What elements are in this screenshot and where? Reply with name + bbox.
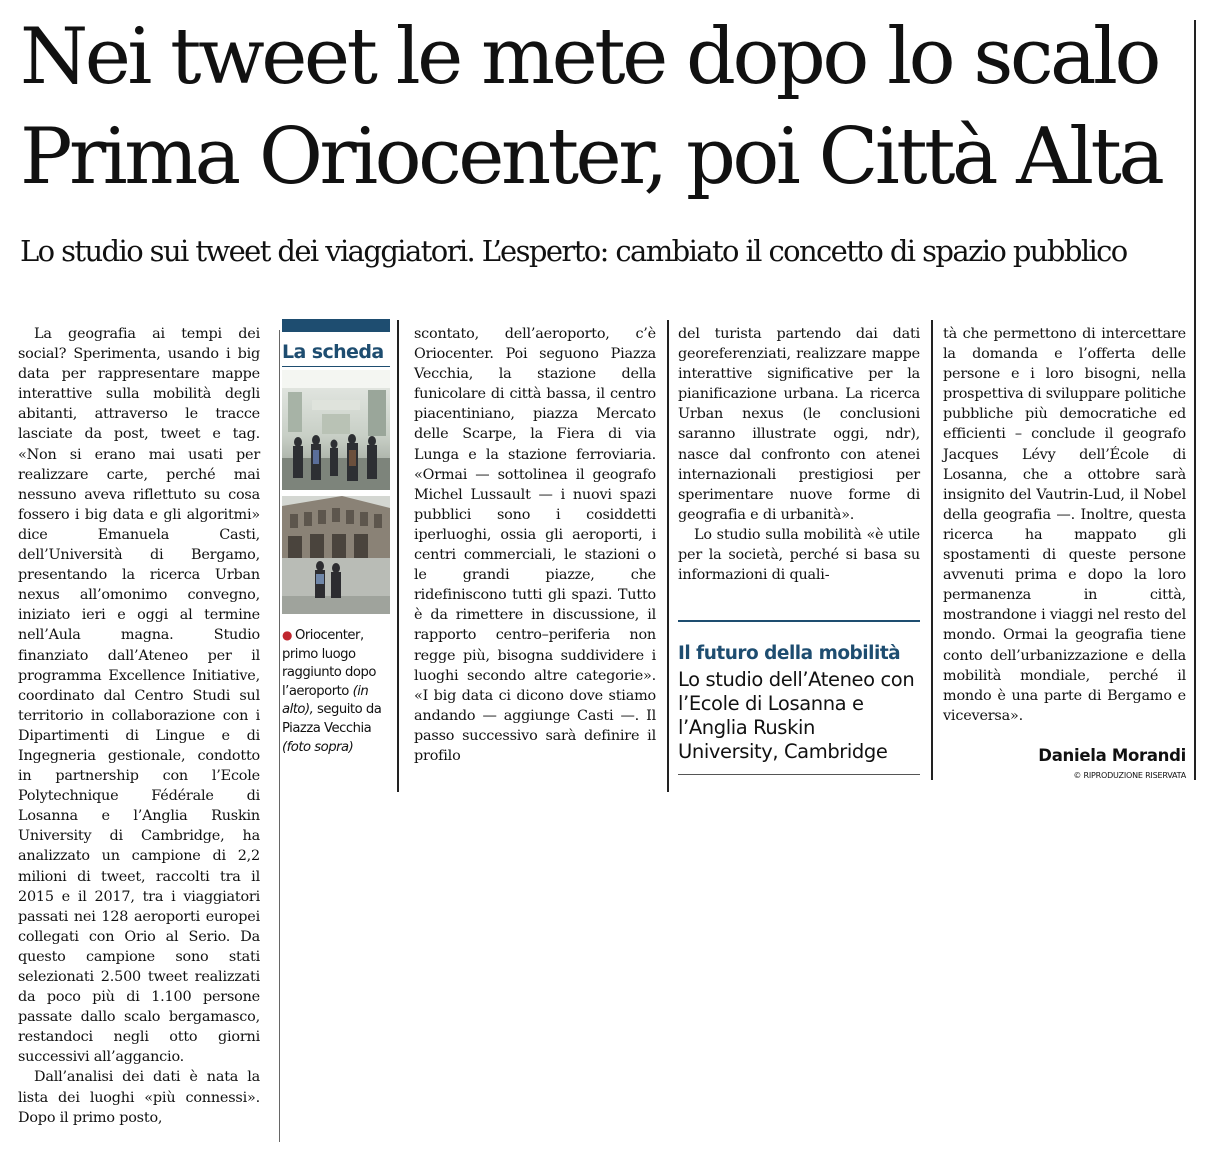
info-box-bottom-rule [678, 774, 920, 775]
photo-oriocenter [282, 370, 390, 490]
info-box-text: Lo studio dell’Ateneo con l’Ecole di Losanna e l’Anglia Ruskin University, Cambridge [678, 668, 915, 763]
column-divider [397, 320, 399, 792]
right-border-rule [1194, 20, 1196, 780]
paragraph: Dall’analisi dei dati è nata la lista dei luoghi «più connessi». Dopo il primo posto, [18, 1069, 260, 1126]
caption-bullet-icon: ● [282, 628, 292, 642]
photo-piazza-vecchia [282, 496, 390, 614]
caption-main: Oriocenter, primo luogo raggiunto dopo l’aeroporto [282, 628, 376, 699]
sidebar-title: La scheda [282, 341, 384, 363]
subheadline: Lo studio sui tweet dei viaggiatori. L’esperto: cambiato il concetto di spazio pubblico [20, 234, 1127, 268]
caption-mid: seguito da Piazza Vecchia [282, 702, 382, 736]
info-box-title: Il futuro della mobilità [678, 643, 901, 664]
sidebar-rule [282, 366, 390, 367]
caption-italic-1: (in alto), [282, 683, 369, 718]
article-column-1 [18, 324, 260, 1128]
article-column-4 [678, 324, 920, 585]
column-divider [931, 320, 933, 780]
headline-line-1: Nei tweet le mete dopo lo scalo [20, 12, 1158, 102]
photo-caption [282, 626, 394, 757]
article-column-3 [414, 324, 656, 766]
column-divider [667, 320, 669, 792]
paragraph: scontato, dell’aeroporto, c’è Oriocenter. Poi seguono Piazza Vecchia, la stazione della funicolare di città bassa, il centro piacentiniano, piazza Mercato delle Scarpe, la Fiera di via Lunga e la stazione ferroviaria. «Ormai — sottolinea il geografo Michel Lussault — i nuovi spazi pubblici sono i cosiddetti iperluoghi, ossia gli aeroporti, i centri commerciali, le stazioni o le grandi piazze, che ridefiniscono tutti gli spazi. Tutto è da rimettere in discussione, il rapporto centro–periferia non regge più, bisogna suddividere i luoghi secondo altre categorie». «I big data ci dicono dove stiamo andando — aggiunge Casti —. Il passo successivo sarà definire il profilo [414, 326, 656, 764]
info-box [678, 620, 920, 775]
caption-italic-2: (foto sopra) [282, 739, 354, 755]
paragraph: La geografia ai tempi dei social? Sperimenta, usando i big data per rappresentare mappe interattive sulla mobilità degli abitanti, attraverso le tracce lasciate da post, tweet e tag. «Non si erano mai usati per realizzare carte, perché mai nessuno aveva riflettuto su cosa fossero i big data e gli algoritmi» dice Emanuela Casti, dell’Università di Bergamo, presentando la ricerca Urban nexus all’omonimo convegno, iniziato ieri e oggi al termine nell’Aula magna. Studio finanziato dall’Ateneo per il programma Excellence Initiative, coordinato dal Centro Studi sul territorio in collaborazione con i Dipartimenti di Lingue e di Ingegneria gestionale, condotto in partnership con l’Ecole Polytechnique Fédérale di Losanna e l’Anglia Ruskin University di Cambridge, ha analizzato un campione di 2,2 milioni di tweet, raccolti tra il 2015 e il 2017, tra i viaggiatori passati nei 128 aeroporti europei collegati con Orio al Serio. Da questo campione sono stati selezionati 2.500 tweet realizzati da poco più di 1.100 persone passate dallo scalo bergamasco, restandoci negli otto giorni successivi all’aggancio. [18, 326, 260, 1066]
paragraph: tà che permettono di intercettare la domanda e l’offerta delle persone e i loro bisogni, nella prospettiva di sviluppare politiche pubbliche più democratiche ed efficienti – conclude il geografo Jacques Lévy dell’École di Losanna, che a ottobre sarà insignito del Vautrin-Lud, il Nobel della geografia —. Inoltre, questa ricerca ha mappato gli spostamenti di queste persone avvenuti prima e dopo la loro permanenza in città, mostrandone i viaggi nel resto del mondo. Ormai la geografia tiene conto dell’urbanizzazione e della mobilità mondiale, perché il mondo è una parte di Bergamo e viceversa». [943, 326, 1186, 724]
copyright-notice: © RIPRODUZIONE RISERVATA [1073, 771, 1186, 780]
article-column-5 [943, 324, 1186, 726]
headline-line-2: Prima Oriocenter, poi Città Alta [20, 112, 1162, 202]
column-divider [279, 330, 280, 1142]
paragraph: Lo studio sulla mobilità «è utile per la società, perché si basa su informazioni di quali- [678, 526, 920, 584]
sidebar-accent-bar [282, 319, 390, 332]
author-byline: Daniela Morandi [1038, 746, 1186, 765]
info-box-top-rule [678, 620, 920, 622]
paragraph: del turista partendo dai dati georeferenziati, realizzare mappe interattive significative per la pianificazione urbana. La ricerca Urban nexus (le conclusioni saranno illustrate oggi, ndr), nasce dal confronto con atenei internazionali prestigiosi per sperimentare nuove forme di geografia e di urbanità». [678, 326, 920, 523]
